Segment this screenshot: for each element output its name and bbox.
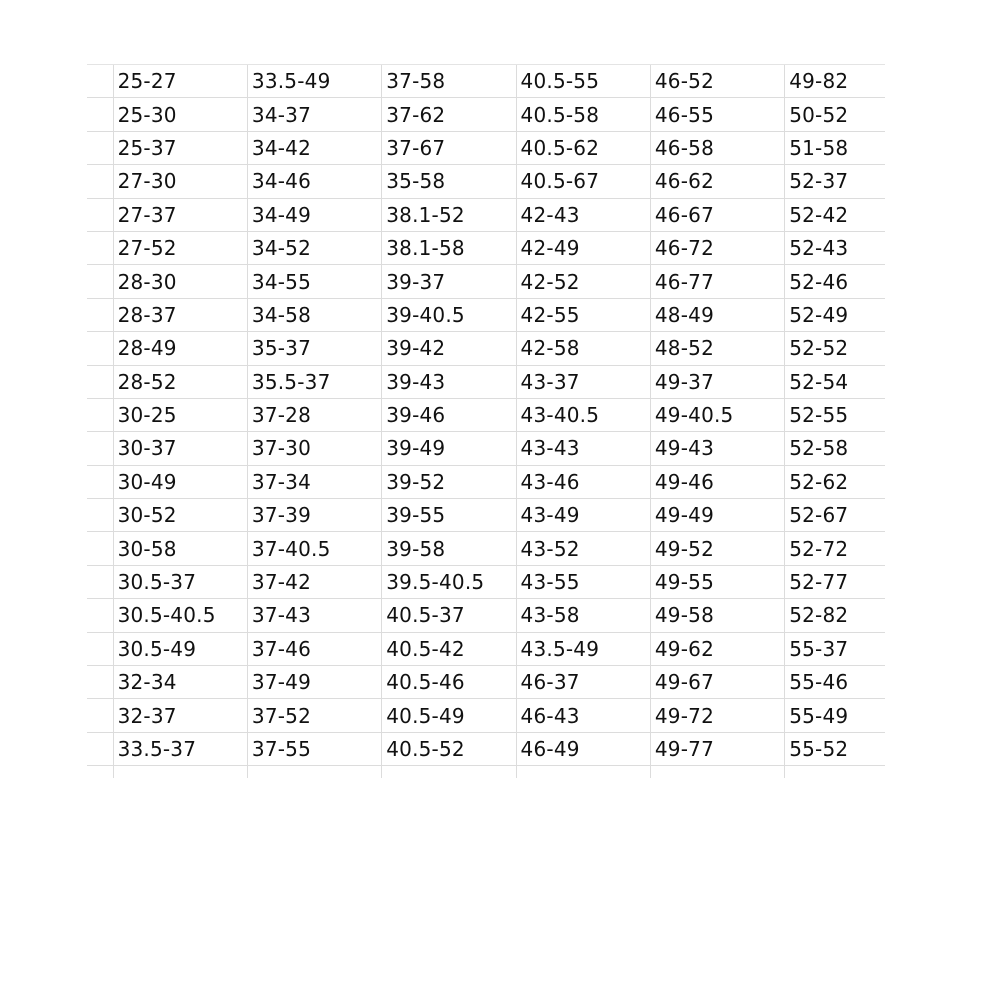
table-cell[interactable]: 49-40.5 [650, 398, 784, 431]
row-gutter [87, 265, 113, 298]
row-gutter [87, 599, 113, 632]
table-cell[interactable]: 52-82 [785, 599, 885, 632]
row-gutter [87, 398, 113, 431]
table-cell[interactable]: 39-49 [382, 432, 516, 465]
table-cell[interactable]: 48-52 [650, 332, 784, 365]
table-cell[interactable]: 28-30 [113, 265, 247, 298]
table-cell[interactable]: 33.5-37 [113, 732, 247, 765]
empty-cell[interactable] [516, 766, 650, 778]
row-gutter [87, 165, 113, 198]
table-cell[interactable]: 49-82 [785, 65, 885, 98]
table-cell[interactable]: 27-30 [113, 165, 247, 198]
table-cell[interactable]: 37-42 [247, 565, 381, 598]
table-cell[interactable]: 43-37 [516, 365, 650, 398]
table-cell[interactable]: 46-55 [650, 98, 784, 131]
table-cell[interactable]: 25-30 [113, 98, 247, 131]
table-cell[interactable]: 52-58 [785, 432, 885, 465]
table-row [87, 198, 885, 231]
table-cell[interactable]: 32-37 [113, 699, 247, 732]
table-cell[interactable]: 40.5-62 [516, 131, 650, 164]
table-cell[interactable]: 39-40.5 [382, 298, 516, 331]
table-cell[interactable]: 30-25 [113, 398, 247, 431]
table-cell[interactable]: 46-43 [516, 699, 650, 732]
table-cell[interactable]: 46-49 [516, 732, 650, 765]
table-cell[interactable]: 30.5-37 [113, 565, 247, 598]
table-row [87, 65, 885, 98]
table-cell[interactable]: 25-27 [113, 65, 247, 98]
table-cell[interactable]: 30.5-40.5 [113, 599, 247, 632]
table-cell[interactable]: 52-72 [785, 532, 885, 565]
table-body [87, 65, 885, 778]
table-cell[interactable]: 46-67 [650, 198, 784, 231]
table-row [87, 599, 885, 632]
row-gutter [87, 766, 113, 778]
table-cell[interactable]: 52-37 [785, 165, 885, 198]
table-cell[interactable]: 42-52 [516, 265, 650, 298]
table-cell[interactable]: 37-62 [382, 98, 516, 131]
table-cell[interactable]: 27-37 [113, 198, 247, 231]
table-row [87, 365, 885, 398]
table-cell[interactable]: 30-37 [113, 432, 247, 465]
table-cell[interactable]: 27-52 [113, 231, 247, 264]
table-cell[interactable]: 35.5-37 [247, 365, 381, 398]
table-cell[interactable]: 52-52 [785, 332, 885, 365]
table-cell[interactable]: 46-52 [650, 65, 784, 98]
table-cell[interactable]: 42-55 [516, 298, 650, 331]
table-cell[interactable]: 55-52 [785, 732, 885, 765]
table-cell[interactable]: 55-46 [785, 666, 885, 699]
table-cell[interactable]: 39-52 [382, 465, 516, 498]
table-row [87, 499, 885, 532]
table-cell[interactable]: 37-46 [247, 632, 381, 665]
table-cell[interactable]: 51-58 [785, 131, 885, 164]
table-cell[interactable]: 43.5-49 [516, 632, 650, 665]
table-cell[interactable]: 38.1-52 [382, 198, 516, 231]
table-cell[interactable]: 28-37 [113, 298, 247, 331]
table-cell[interactable]: 30-49 [113, 465, 247, 498]
table-row [87, 298, 885, 331]
table-cell[interactable]: 39.5-40.5 [382, 565, 516, 598]
table-cell[interactable]: 28-49 [113, 332, 247, 365]
table-cell[interactable]: 40.5-67 [516, 165, 650, 198]
table-cell[interactable]: 34-46 [247, 165, 381, 198]
row-gutter [87, 332, 113, 365]
table-row [87, 332, 885, 365]
data-table [87, 64, 885, 778]
table-cell[interactable]: 52-54 [785, 365, 885, 398]
table-row [87, 465, 885, 498]
table-cell[interactable]: 39-42 [382, 332, 516, 365]
table-cell[interactable]: 30-52 [113, 499, 247, 532]
table-cell[interactable]: 40.5-49 [382, 699, 516, 732]
table-cell[interactable]: 35-58 [382, 165, 516, 198]
table-cell[interactable]: 52-77 [785, 565, 885, 598]
table-row [87, 98, 885, 131]
table-cell[interactable]: 42-43 [516, 198, 650, 231]
table-row [87, 265, 885, 298]
table-row [87, 398, 885, 431]
table-cell[interactable]: 37-67 [382, 131, 516, 164]
row-gutter [87, 365, 113, 398]
table-cell[interactable]: 35-37 [247, 332, 381, 365]
spreadsheet-grid [87, 64, 885, 778]
table-cell[interactable]: 33.5-49 [247, 65, 381, 98]
row-gutter [87, 298, 113, 331]
table-cell[interactable]: 40.5-42 [382, 632, 516, 665]
empty-cell[interactable] [650, 766, 784, 778]
table-cell[interactable]: 43-49 [516, 499, 650, 532]
table-cell[interactable]: 49-62 [650, 632, 784, 665]
table-cell[interactable]: 39-43 [382, 365, 516, 398]
table-cell[interactable]: 46-72 [650, 231, 784, 264]
table-row [87, 432, 885, 465]
row-gutter [87, 632, 113, 665]
table-cell[interactable]: 49-52 [650, 532, 784, 565]
table-cell[interactable]: 52-46 [785, 265, 885, 298]
table-cell[interactable]: 30-58 [113, 532, 247, 565]
table-cell[interactable]: 49-67 [650, 666, 784, 699]
table-cell[interactable]: 49-58 [650, 599, 784, 632]
table-row [87, 131, 885, 164]
table-cell[interactable]: 52-55 [785, 398, 885, 431]
table-cell[interactable]: 34-58 [247, 298, 381, 331]
table-cell[interactable]: 43-55 [516, 565, 650, 598]
table-cell[interactable]: 37-55 [247, 732, 381, 765]
table-cell[interactable]: 49-55 [650, 565, 784, 598]
table-cell[interactable]: 37-49 [247, 666, 381, 699]
table-cell[interactable]: 49-77 [650, 732, 784, 765]
table-cell[interactable]: 43-58 [516, 599, 650, 632]
table-cell[interactable]: 37-40.5 [247, 532, 381, 565]
row-gutter [87, 666, 113, 699]
row-gutter [87, 565, 113, 598]
table-cell[interactable]: 52-42 [785, 198, 885, 231]
table-cell[interactable]: 37-28 [247, 398, 381, 431]
table-row [87, 165, 885, 198]
row-gutter [87, 499, 113, 532]
row-gutter [87, 231, 113, 264]
table-row [87, 565, 885, 598]
table-cell[interactable]: 37-39 [247, 499, 381, 532]
empty-row [87, 766, 885, 778]
empty-cell[interactable] [113, 766, 247, 778]
table-cell[interactable]: 34-49 [247, 198, 381, 231]
table-cell[interactable]: 42-58 [516, 332, 650, 365]
table-cell[interactable]: 42-49 [516, 231, 650, 264]
table-cell[interactable]: 38.1-58 [382, 231, 516, 264]
row-gutter [87, 732, 113, 765]
table-cell[interactable]: 52-49 [785, 298, 885, 331]
row-gutter [87, 432, 113, 465]
row-gutter [87, 98, 113, 131]
table-cell[interactable]: 49-72 [650, 699, 784, 732]
table-row [87, 532, 885, 565]
table-cell[interactable]: 48-49 [650, 298, 784, 331]
table-row [87, 632, 885, 665]
table-cell[interactable]: 39-58 [382, 532, 516, 565]
table-cell[interactable]: 52-62 [785, 465, 885, 498]
table-cell[interactable]: 37-34 [247, 465, 381, 498]
table-cell[interactable]: 32-34 [113, 666, 247, 699]
table-cell[interactable]: 43-40.5 [516, 398, 650, 431]
table-cell[interactable]: 43-43 [516, 432, 650, 465]
table-cell[interactable]: 49-46 [650, 465, 784, 498]
table-cell[interactable]: 46-77 [650, 265, 784, 298]
row-gutter [87, 65, 113, 98]
table-cell[interactable]: 34-37 [247, 98, 381, 131]
table-cell[interactable]: 40.5-52 [382, 732, 516, 765]
row-gutter [87, 131, 113, 164]
empty-cell[interactable] [785, 766, 885, 778]
table-cell[interactable]: 49-37 [650, 365, 784, 398]
table-cell[interactable]: 40.5-46 [382, 666, 516, 699]
table-row [87, 231, 885, 264]
table-cell[interactable]: 39-46 [382, 398, 516, 431]
table-cell[interactable]: 50-52 [785, 98, 885, 131]
table-cell[interactable]: 34-55 [247, 265, 381, 298]
table-cell[interactable]: 34-52 [247, 231, 381, 264]
table-cell[interactable]: 34-42 [247, 131, 381, 164]
table-cell[interactable]: 43-52 [516, 532, 650, 565]
table-cell[interactable]: 52-43 [785, 231, 885, 264]
table-cell[interactable]: 40.5-55 [516, 65, 650, 98]
table-cell[interactable]: 37-43 [247, 599, 381, 632]
table-cell[interactable]: 49-43 [650, 432, 784, 465]
empty-cell[interactable] [382, 766, 516, 778]
table-cell[interactable]: 55-37 [785, 632, 885, 665]
table-cell[interactable]: 46-58 [650, 131, 784, 164]
table-cell[interactable]: 55-49 [785, 699, 885, 732]
row-gutter [87, 465, 113, 498]
table-cell[interactable]: 43-46 [516, 465, 650, 498]
table-cell[interactable]: 28-52 [113, 365, 247, 398]
table-cell[interactable]: 49-49 [650, 499, 784, 532]
table-row [87, 732, 885, 765]
row-gutter [87, 198, 113, 231]
table-cell[interactable]: 37-52 [247, 699, 381, 732]
table-cell[interactable]: 30.5-49 [113, 632, 247, 665]
table-cell[interactable]: 39-37 [382, 265, 516, 298]
table-cell[interactable]: 25-37 [113, 131, 247, 164]
table-cell[interactable]: 40.5-58 [516, 98, 650, 131]
table-cell[interactable]: 40.5-37 [382, 599, 516, 632]
table-cell[interactable]: 46-37 [516, 666, 650, 699]
empty-cell[interactable] [247, 766, 381, 778]
row-gutter [87, 699, 113, 732]
table-cell[interactable]: 37-58 [382, 65, 516, 98]
table-cell[interactable]: 52-67 [785, 499, 885, 532]
row-gutter [87, 532, 113, 565]
table-row [87, 699, 885, 732]
table-row [87, 666, 885, 699]
table-cell[interactable]: 46-62 [650, 165, 784, 198]
table-cell[interactable]: 37-30 [247, 432, 381, 465]
table-cell[interactable]: 39-55 [382, 499, 516, 532]
